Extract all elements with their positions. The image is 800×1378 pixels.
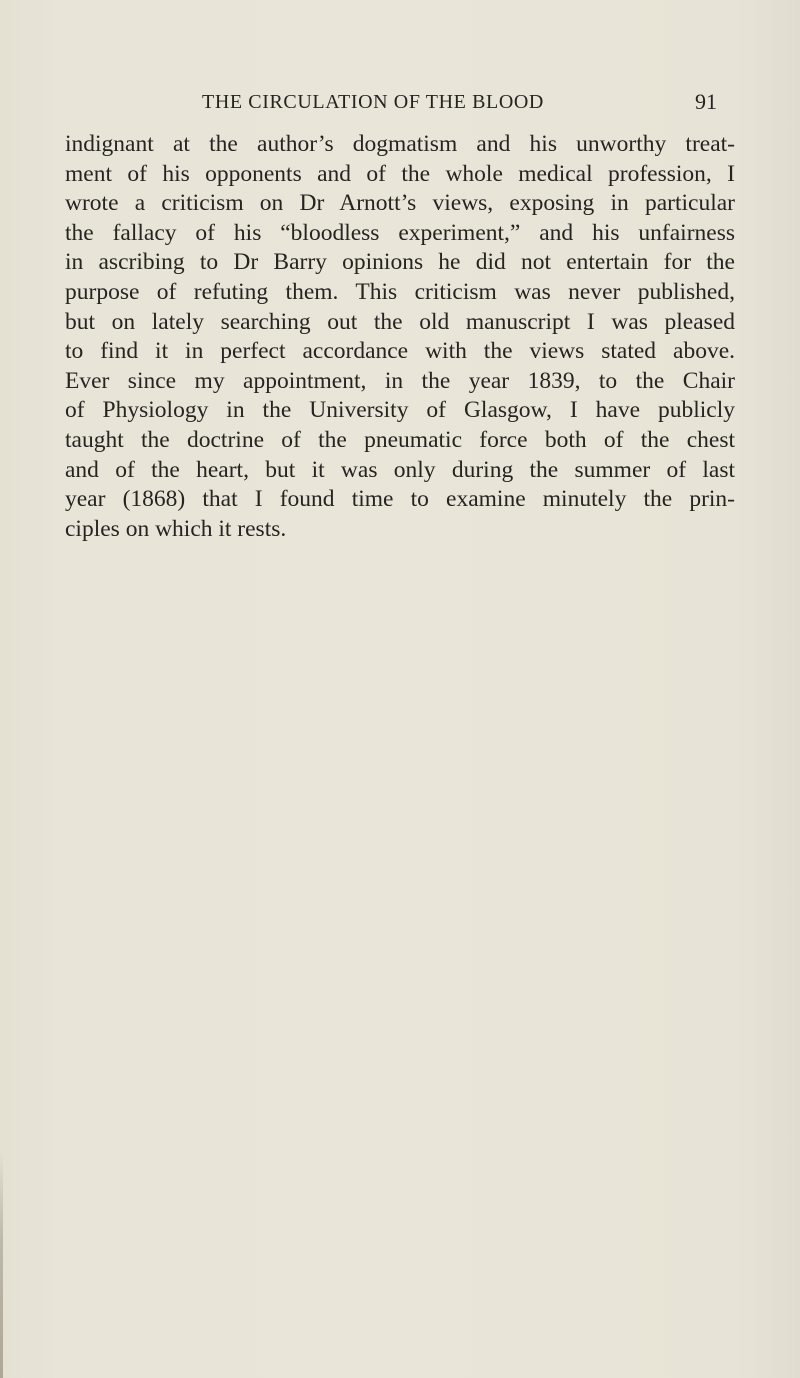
text-line: ciples on which it rests. [65,515,287,542]
running-title: THE CIRCULATION OF THE BLOOD [202,91,544,113]
page-number: 91 [695,89,717,114]
text-line: wrote a criticism on Dr Arnott’s views, exposing in particular [65,190,735,217]
text-line: ment of his opponents and of the whole medical profession, I [65,160,735,187]
text-line: taught the doctrine of the pneumatic force both of the chest [65,426,735,453]
body-paragraph [65,130,735,544]
text-line: but on lately searching out the old manuscript I was pleased [65,308,735,335]
text-line: year (1868) that I found time to examine minutely the prin- [65,486,735,513]
text-line: to find it in perfect accordance with the views stated above. [65,338,735,365]
text-line: indignant at the author’s dogmatism and his unworthy treat- [65,131,735,157]
text-line: purpose of refuting them. This criticism was never published, [65,278,735,305]
text-line: the fallacy of his “bloodless experiment,” and his unfairness [65,219,735,246]
text-line: and of the heart, but it was only during the summer of last [65,456,735,483]
text-line: Ever since my appointment, in the year 1839, to the Chair [65,367,735,394]
page-edge-shadow [0,1150,3,1378]
text-line: in ascribing to Dr Barry opinions he did not entertain for the [65,249,735,276]
page-header [0,87,800,117]
text-line: of Physiology in the University of Glasgow, I have publicly [65,397,735,424]
